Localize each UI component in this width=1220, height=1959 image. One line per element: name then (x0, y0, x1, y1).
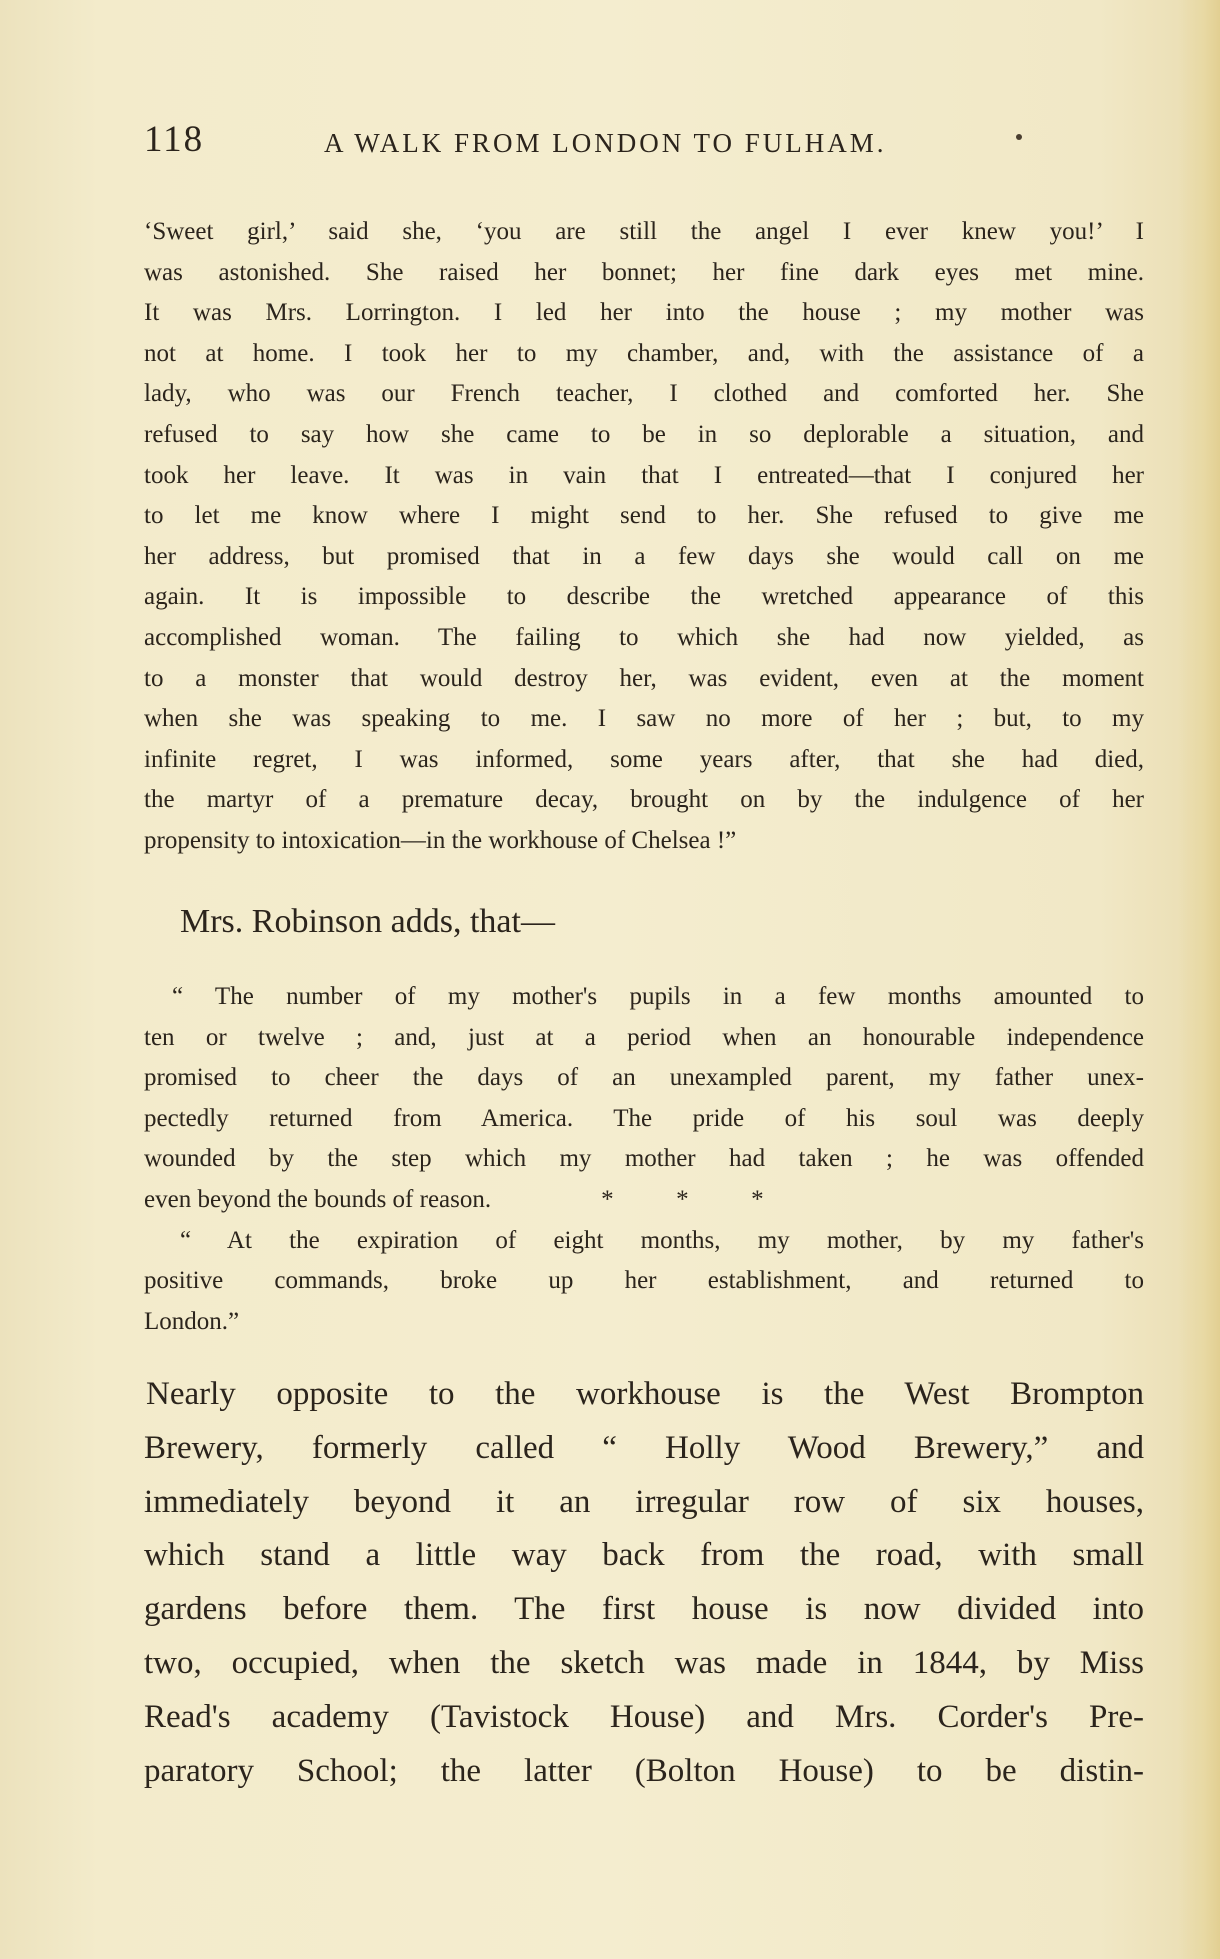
intro-line: Mrs. Robinson adds, that— (180, 903, 555, 940)
text-line: the martyr of a premature decay, brought on by the indulgence of her (144, 786, 1144, 814)
text-line: immediately beyond it an irregular row of six houses, (144, 1483, 1144, 1520)
text-line: to a monster that would destroy her, was evident, even at the moment (144, 664, 1144, 692)
paragraph-quote-continued (144, 212, 1144, 862)
text-line: It was Mrs. Lorrington. I led her into the house ; my mother was (144, 299, 1144, 327)
asterisks: * * * (601, 1185, 764, 1213)
text-line: propensity to intoxication—in the workhouse of Chelsea !” (144, 826, 737, 854)
decorative-dot (1016, 134, 1022, 140)
text-line: to let me know where I might send to her. She refused to give me (144, 502, 1144, 530)
text-line: when she was speaking to me. I saw no more of her ; but, to my (144, 705, 1144, 733)
text-line: paratory School; the latter (Bolton House) to be distin- (144, 1752, 1144, 1789)
text-line: infinite regret, I was informed, some years after, that she had died, (144, 745, 1144, 773)
page-number: 118 (144, 119, 205, 160)
text-line: “ The number of my mother's pupils in a few months amounted to (172, 983, 1144, 1010)
text-line: London.” (144, 1307, 240, 1335)
text-line: her address, but promised that in a few days she would call on me (144, 542, 1144, 570)
text-line: two, occupied, when the sketch was made in 1844, by Miss (144, 1644, 1144, 1681)
text-line: gardens before them. The first house is now divided into (144, 1591, 1144, 1628)
text-line: ‘Sweet girl,’ said she, ‘you are still the angel I ever knew you!’ I (144, 218, 1144, 245)
text-line: was astonished. She raised her bonnet; her fine dark eyes met mine. (144, 258, 1144, 286)
text-line: Brewery, formerly called “ Holly Wood Brewery,” and (144, 1429, 1144, 1466)
paragraph-brewery (144, 1368, 1144, 1798)
text-line: refused to say how she came to be in so deplorable a situation, and (144, 420, 1144, 448)
text-line: promised to cheer the days of an unexampled parent, my father unex- (144, 1064, 1144, 1092)
block-quote (144, 977, 1144, 1342)
page-header (144, 118, 1144, 164)
text-line: again. It is impossible to describe the wretched appearance of this (144, 583, 1144, 611)
text-line: not at home. I took her to my chamber, and, with the assistance of a (144, 339, 1144, 367)
text-line: “ At the expiration of eight months, my mother, by my father's (180, 1226, 1144, 1254)
text-line: ten or twelve ; and, just at a period when an honourable independence (144, 1023, 1144, 1051)
text-line: accomplished woman. The failing to which she had now yielded, as (144, 623, 1144, 651)
text-line: lady, who was our French teacher, I clothed and comforted her. She (144, 380, 1144, 408)
text-line: positive commands, broke up her establishment, and returned to (144, 1267, 1144, 1295)
running-title: A WALK FROM LONDON TO FULHAM. (324, 128, 887, 158)
text-line: pectedly returned from America. The pride of his soul was deeply (144, 1104, 1144, 1132)
text-line: even beyond the bounds of reason. * * * (144, 1185, 764, 1213)
text-line: wounded by the step which my mother had taken ; he was offended (144, 1145, 1144, 1173)
text-line: Read's academy (Tavistock House) and Mrs. Corder's Pre- (144, 1698, 1144, 1735)
text-line: which stand a little way back from the road, with small (144, 1537, 1144, 1574)
text-line: Nearly opposite to the workhouse is the West Brompton (146, 1376, 1144, 1412)
page-edge-shadow (1178, 0, 1220, 1959)
text-line: took her leave. It was in vain that I entreated—that I conjured her (144, 461, 1144, 489)
